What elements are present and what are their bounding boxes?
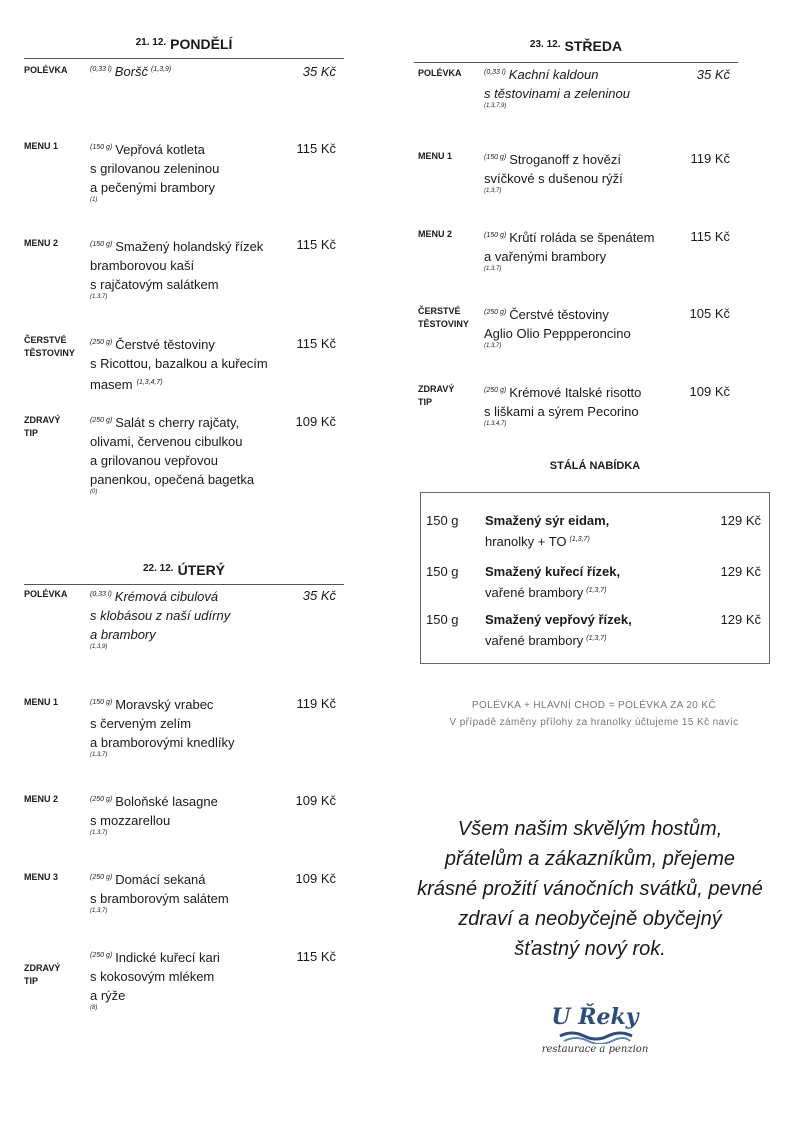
category-label: MENU 1 [24,697,59,707]
item-allergens: (1,3,4,7) [484,421,507,427]
holiday-greeting: Všem našim skvělým hostům, přátelům a zákazníkům, přejeme krásné prožití vánočních svátků, pevné zdraví a neobyčejně obyčejný šťastný nový rok. [417,818,763,960]
menu-item: $^{(150 g)}$ Vepřová kotleta s grilovanou zeleninou a pečenými brambory (1) [90,138,290,204]
soup-combo-note: POLÉVKA + HLAVNÍ CHOD = POLÉVKA ZA 20 KČ [471,700,717,711]
item-name: Smažený vepřový řízek, [485,612,632,627]
item-allergens: (0) [90,489,98,495]
item-weight: (250 g) [90,874,113,881]
side-change-note: V případě záměny přílohy za hranolky účtujeme 15 Kč navíc [449,717,739,728]
item-name: Stroganoff z hovězí [509,152,621,167]
item-allergens: (1,3,7) [90,752,108,758]
item-price: 115 Kč [690,229,730,244]
item-price: 35 Kč [302,64,336,79]
item-weight: (250 g) [484,309,507,316]
item-allergens: (1,3,4,7) [136,379,163,386]
item-price: 109 Kč [295,871,336,886]
permanent-item: Smažený sýr eidam, hranolky + TO $^{(1,3,7)}$ [485,513,610,549]
permanent-item: Smažený kuřecí řízek, vařené brambory $^{(1,3,7)}$ [485,564,621,600]
item-weight: (150 g) [90,699,113,706]
category-label: POLÉVKA [418,68,462,78]
item-price: 35 Kč [696,67,730,82]
day-header-tuesday [24,562,344,580]
item-price: 109 Kč [689,384,730,399]
item-weight: (250 g) [90,796,113,803]
category-label: MENU 2 [24,794,59,804]
item-weight: (250 g) [90,952,113,959]
item-allergens: (1,3,7) [90,908,108,914]
menu-item [90,60,290,81]
item-price: 129 Kč [720,513,761,528]
divider [24,58,344,59]
category-label: ČERSTVÉ TĚSTOVINY [418,306,469,329]
permanent-offer-title: STÁLÁ NABÍDKA [549,460,641,472]
item-allergens: (1,3,7) [484,188,502,194]
item-price: 109 Kč [295,414,336,429]
item-allergens: (1,3,7) [90,294,108,300]
item-allergens: (1,3,7) [586,587,607,594]
logo-name: U Řeky [551,1004,639,1030]
item-name: Smažený holandský řízek [115,239,264,254]
item-weight: (0,33 l) [90,66,112,73]
category-label: MENU 2 [24,238,59,248]
day-name: PONDĚLÍ [170,36,233,52]
menu-item: $^{(250 g)}$ Boloňské lasagne s mozzarellou (1,3,7) [90,790,300,837]
item-name: Smažený sýr eidam, [485,513,610,528]
item-allergens: (1,3,9) [90,644,108,650]
item-name: Vepřová kotleta [115,142,205,157]
item-name: Krémové Italské risotto [509,385,642,400]
item-allergens: (1) [90,197,98,203]
item-price: 115 Kč [296,336,336,351]
item-name: Kachní kaldoun [508,67,599,82]
item-allergens: (8) [90,1005,98,1011]
item-price: 115 Kč [296,237,336,252]
menu-item: $^{(250 g)}$ Domácí sekaná s bramborovým salátem (1,3,7) [90,868,300,915]
item-weight: 150 g [426,564,459,579]
category-label: MENU 3 [24,872,59,882]
item-weight: (150 g) [484,232,507,239]
item-weight: (150 g) [90,144,113,151]
menu-item: $^{(150 g)}$ Krůtí roláda se špenátem a vařenými brambory (1,3,7) [484,226,694,273]
day-header-monday [24,36,344,54]
menu-item: $^{(0,33 l)}$ Krémová cibulová s klobásou z naší udírny a brambory (1,3,9) [90,585,300,651]
category-label: ZDRAVÝ TIP [24,963,61,986]
item-allergens: (1,3,9) [151,66,172,73]
item-weight: 150 g [426,612,459,627]
menu-item: $^{(250 g)}$ Salát s cherry rajčaty, olivami, červenou cibulkou a grilovanou vepřovou panenkou, opečená bagetka (0) [90,411,300,496]
item-name: Smažený kuřecí řízek, [485,564,621,579]
item-name: Boloňské lasagne [115,794,218,809]
item-weight: (250 g) [90,417,113,424]
item-weight: (150 g) [484,154,507,161]
logo-subtitle: restaurace a penzion [541,1044,649,1055]
item-weight: (0,33 l) [90,591,112,598]
item-allergens: (1,3,7) [569,536,590,543]
category-label: ZDRAVÝ TIP [24,415,61,438]
category-label: MENU 1 [24,141,59,151]
day-date: 23. 12. [529,39,561,50]
category-label: POLÉVKA [24,589,68,599]
menu-item: $^{(250 g)}$ Čerstvé těstoviny Aglio Olio Peppperoncino (1,3,7) [484,303,694,350]
item-price: 105 Kč [689,306,730,321]
category-label: ZDRAVÝ TIP [418,384,455,407]
item-name: Domácí sekaná [115,872,206,887]
item-name: Indické kuřecí kari [115,950,220,965]
menu-item: $^{(150 g)}$ Moravský vrabec s červeným zelím a bramborovými knedlíky (1,3,7) [90,693,300,759]
item-price: 35 Kč [302,588,336,603]
menu-item: $^{(250 g)}$ Krémové Italské risotto s liškami a sýrem Pecorino (1,3,4,7) [484,381,694,428]
category-label: MENU 1 [418,151,453,161]
item-weight: (250 g) [90,339,113,346]
item-name: Čerstvé těstoviny [509,307,609,322]
item-name: Boršč [114,64,149,79]
item-allergens: (1,3,7) [90,830,108,836]
item-allergens: (1,3,7) [586,635,607,642]
permanent-item: Smažený vepřový řízek, vařené brambory $^{(1,3,7)}$ [485,612,632,648]
restaurant-logo [520,1004,670,1074]
day-date: 22. 12. [142,563,174,574]
menu-item: $^{(150 g)}$ Stroganoff z hovězí svíčkové s dušenou rýží (1,3,7) [484,148,694,195]
item-name: Krémová cibulová [114,589,219,604]
item-price: 115 Kč [296,141,336,156]
category-label: POLÉVKA [24,65,68,75]
item-price: 129 Kč [720,564,761,579]
day-name: ÚTERÝ [177,562,226,578]
item-weight: (150 g) [90,241,113,248]
item-price: 119 Kč [690,151,730,166]
menu-item: $^{(150 g)}$ Smažený holandský řízek bramborovou kaší s rajčatovým salátkem (1,3,7) [90,235,300,301]
item-name: Krůtí roláda se špenátem [509,230,655,245]
menu-item: $^{(250 g)}$ Indické kuřecí kari s kokosovým mlékem a rýže (8) [90,946,300,1012]
item-name: Moravský vrabec [115,697,214,712]
category-label: ČERSTVÉ TĚSTOVINY [24,335,75,358]
item-price: 129 Kč [720,612,761,627]
item-allergens: (1,3,7) [484,266,502,272]
item-price: 109 Kč [295,793,336,808]
wave-icon [520,1030,670,1044]
item-price: 119 Kč [296,696,336,711]
category-label: MENU 2 [418,229,453,239]
item-weight: (0,33 l) [484,69,506,76]
item-name: Salát s cherry rajčaty, [115,415,240,430]
item-allergens: (1,3,7) [484,343,502,349]
item-name: Čerstvé těstoviny [115,337,215,352]
item-weight: (250 g) [484,387,507,394]
day-header-wednesday [414,38,738,56]
day-name: STŘEDA [564,38,623,54]
menu-item: $^{(250 g)}$ Čerstvé těstoviny s Ricottou, bazalkou a kuřecím masem $^{(1,3,4,7)}$ [90,337,268,392]
item-price: 115 Kč [296,949,336,964]
day-date: 21. 12. [135,37,167,48]
menu-item: $^{(0,33 l)}$ Kachní kaldoun s těstovinami a zeleninou (1,3,7,9) [484,63,694,110]
item-allergens: (1,3,7,9) [484,103,507,109]
item-weight: 150 g [426,513,459,528]
